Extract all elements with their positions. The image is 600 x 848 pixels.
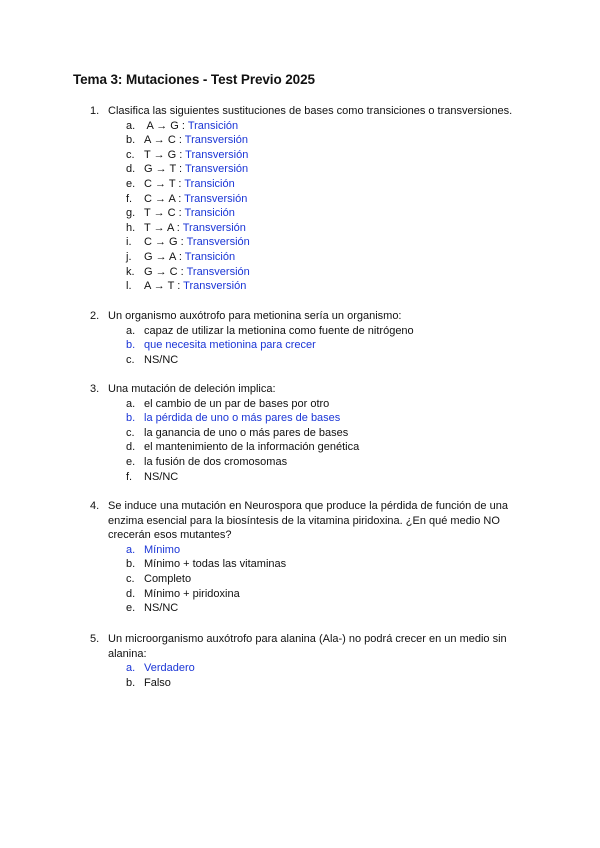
answer: Transversión bbox=[185, 148, 249, 161]
answer: Transición bbox=[184, 250, 236, 263]
question-text: Un organismo auxótrofo para metionina sería un organismo: bbox=[108, 310, 402, 322]
question-number: 2. bbox=[90, 310, 100, 322]
question-text: Una mutación de deleción implica: bbox=[108, 383, 276, 395]
question-5 bbox=[90, 632, 530, 690]
answer: Transición bbox=[184, 207, 235, 220]
option-f: f. NS/NC bbox=[126, 470, 179, 483]
option-c: c. la ganancia de uno o más pares de bases bbox=[126, 426, 349, 439]
answer: Transversión bbox=[182, 221, 246, 234]
answer: Transversión bbox=[184, 163, 249, 176]
option-j: j. G → A : Transición bbox=[126, 250, 236, 263]
option-a: a. el cambio de un par de bases por otro bbox=[126, 397, 330, 410]
option-d: d. el mantenimiento de la información genética bbox=[126, 441, 360, 454]
option-b: b. que necesita metionina para crecer bbox=[126, 339, 316, 352]
question-text: Clasifica las siguientes sustituciones de bases como transiciones o transversiones. bbox=[108, 105, 513, 117]
option-h: h. T → A : Transversión bbox=[126, 221, 246, 234]
question-number: 1. bbox=[90, 105, 100, 117]
options-list bbox=[90, 397, 530, 485]
option-e: e. la fusión de dos cromosomas bbox=[126, 455, 288, 468]
options-list bbox=[90, 543, 530, 616]
option-g: g. T → C : Transición bbox=[126, 207, 235, 220]
option-l: l. A → T : Transversión bbox=[126, 280, 247, 293]
answer: Transversión bbox=[183, 280, 247, 293]
option-a: a. capaz de utilizar la metionina como fuente de nitrógeno bbox=[126, 324, 414, 337]
options-list bbox=[90, 119, 530, 294]
option-e: e. C → T : Transición bbox=[126, 177, 235, 190]
option-c: c. NS/NC bbox=[126, 353, 179, 366]
answer: Transición bbox=[187, 119, 239, 132]
answer: Transversión bbox=[184, 134, 248, 147]
question-3 bbox=[90, 382, 530, 484]
question-4 bbox=[90, 499, 530, 616]
option-k: k. G → C : Transversión bbox=[126, 265, 250, 278]
question-number: 3. bbox=[90, 383, 100, 395]
options-list bbox=[90, 661, 530, 690]
answer: Transversión bbox=[186, 265, 250, 278]
question-2 bbox=[90, 309, 530, 367]
options-list bbox=[90, 324, 530, 368]
option-b: b. la pérdida de uno o más pares de bases bbox=[126, 412, 341, 425]
option-a: a. A → G : Transición bbox=[126, 119, 239, 132]
option-c: c. Completo bbox=[126, 572, 192, 585]
question-text: Se induce una mutación en Neurospora que produce la pérdida de función de una enzima esencial para la biosíntesis de la vitamina piridoxina. ¿En qué medio NO crecerán esos mutantes? bbox=[108, 500, 508, 542]
option-d: d. G → T : Transversión bbox=[126, 163, 249, 176]
option-a: a. Mínimo bbox=[126, 543, 181, 556]
option-e: e. NS/NC bbox=[126, 602, 179, 615]
page-title: Tema 3: Mutaciones - Test Previo 2025 bbox=[73, 72, 315, 87]
question-number: 5. bbox=[90, 633, 100, 645]
question-text: Un microorganismo auxótrofo para alanina (Ala-) no podrá crecer en un medio sin alanina: bbox=[108, 633, 507, 660]
option-d: d. Mínimo + piridoxina bbox=[126, 587, 240, 600]
option-b: b. A → C : Transversión bbox=[126, 134, 248, 147]
answer: Transición bbox=[184, 177, 235, 190]
question-number: 4. bbox=[90, 500, 100, 512]
answer: Transversión bbox=[184, 192, 248, 205]
option-b: b. Mínimo + todas las vitaminas bbox=[126, 558, 287, 571]
answer: Transversión bbox=[186, 236, 250, 249]
option-i: i. C → G : Transversión bbox=[126, 236, 250, 249]
question-1 bbox=[90, 104, 530, 294]
option-b: b. Falso bbox=[126, 676, 171, 689]
option-a: a. Verdadero bbox=[126, 662, 195, 675]
option-f: f. C → A : Transversión bbox=[126, 192, 248, 205]
option-c: c. T → G : Transversión bbox=[126, 148, 249, 161]
